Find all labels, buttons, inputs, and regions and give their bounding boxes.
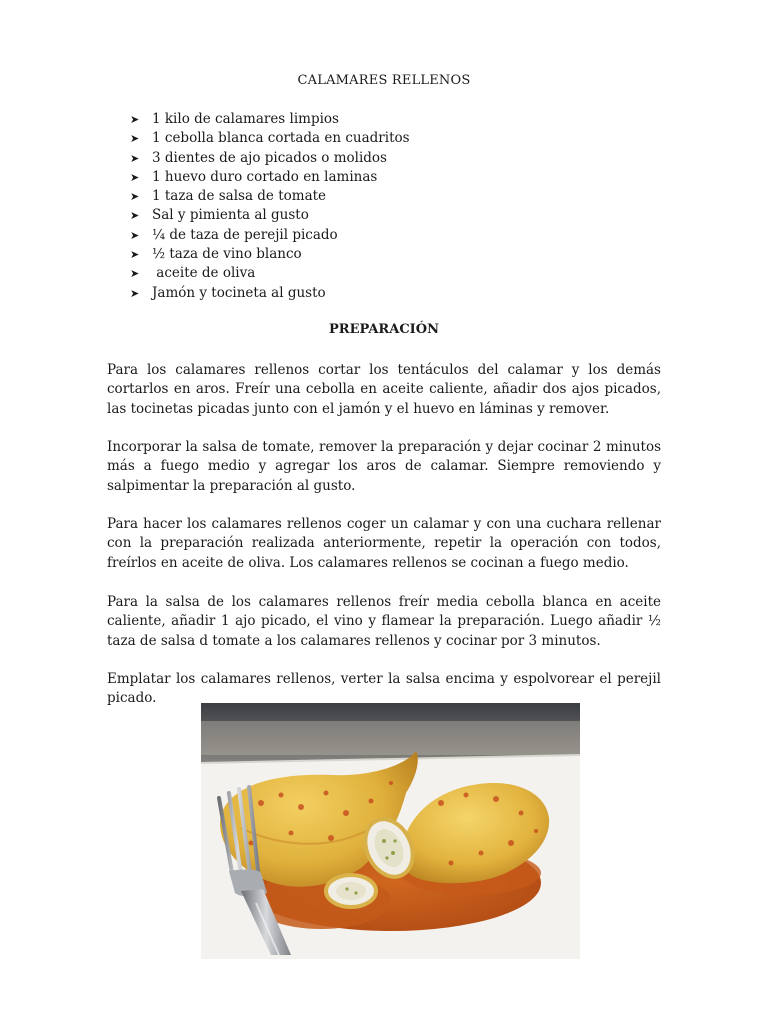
arrowhead-bullet-icon: ➤ [130,190,140,204]
preparation-heading: PREPARACIÓN [329,322,439,337]
recipe-title: CALAMARES RELLENOS [297,73,471,88]
stuffed-squid-plate-photo [201,703,580,959]
preparation-paragraph-3: Para hacer los calamares rellenos coger un calamar y con una cuchara rellenar con la preparación realizada anteriormente, repetir la operación con todos, freírlos en aceite de oliva. Los calamares rellenos se cocinan a fuego medio. [107,516,661,571]
arrowhead-bullet-icon: ➤ [130,151,140,165]
list-item [130,168,410,187]
list-item [130,226,410,245]
list-item [130,149,410,168]
list-item [130,129,410,148]
ingredient-text: 1 kilo de calamares limpios [152,111,339,127]
ingredient-text: Sal y pimienta al gusto [152,207,309,224]
preparation-paragraph-4: Para la salsa de los calamares rellenos freír media cebolla blanca en aceite caliente, añadir 1 ajo picado, el vino y flamear la preparación. Luego añadir ½ taza de salsa d tomate a los calamares rellenos y cocinar por 3 minutos. [107,594,661,649]
arrowhead-bullet-icon: ➤ [130,113,140,126]
arrowhead-bullet-icon: ➤ [130,267,140,281]
preparation-paragraph-1: Para los calamares rellenos cortar los tentáculos del calamar y los demás cortarlos en aros. Freír una cebolla en aceite caliente, añadir dos ajos picados, las tocinetas picadas junto con el jamón y el huevo en láminas y remover. [107,362,661,417]
ingredient-text: ¼ de taza de perejil picado [152,226,338,243]
list-item [130,264,410,283]
ingredient-text: 3 dientes de ajo picados o molidos [152,149,387,166]
list-item [130,245,410,264]
list-item [130,187,410,206]
ingredient-text: aceite de oliva [152,265,256,282]
arrowhead-bullet-icon: ➤ [130,209,140,223]
arrowhead-bullet-icon: ➤ [130,170,140,184]
ingredient-text: 1 cebolla blanca cortada en cuadritos [152,130,410,147]
preparation-paragraph-5: Emplatar los calamares rellenos, verter la salsa encima y espolvorear el perejil picado. [107,671,661,707]
ingredients-list [130,110,410,303]
arrowhead-bullet-icon: ➤ [130,286,140,300]
arrowhead-bullet-icon: ➤ [130,228,140,242]
arrowhead-bullet-icon: ➤ [130,248,140,262]
list-item [130,284,410,303]
ingredient-text: ½ taza de vino blanco [152,246,302,263]
preparation-paragraph-2: Incorporar la salsa de tomate, remover la preparación y dejar cocinar 2 minutos más a fuego medio y agregar los aros de calamar. Siempre removiendo y salpimentar la preparación al gusto. [107,439,661,494]
ingredient-text: 1 huevo duro cortado en laminas [152,168,378,185]
ingredient-text: Jamón y tocineta al gusto [152,284,326,301]
list-item [130,206,410,225]
arrowhead-bullet-icon: ➤ [130,132,140,146]
list-item [130,110,410,129]
ingredient-text: 1 taza de salsa de tomate [152,188,327,205]
